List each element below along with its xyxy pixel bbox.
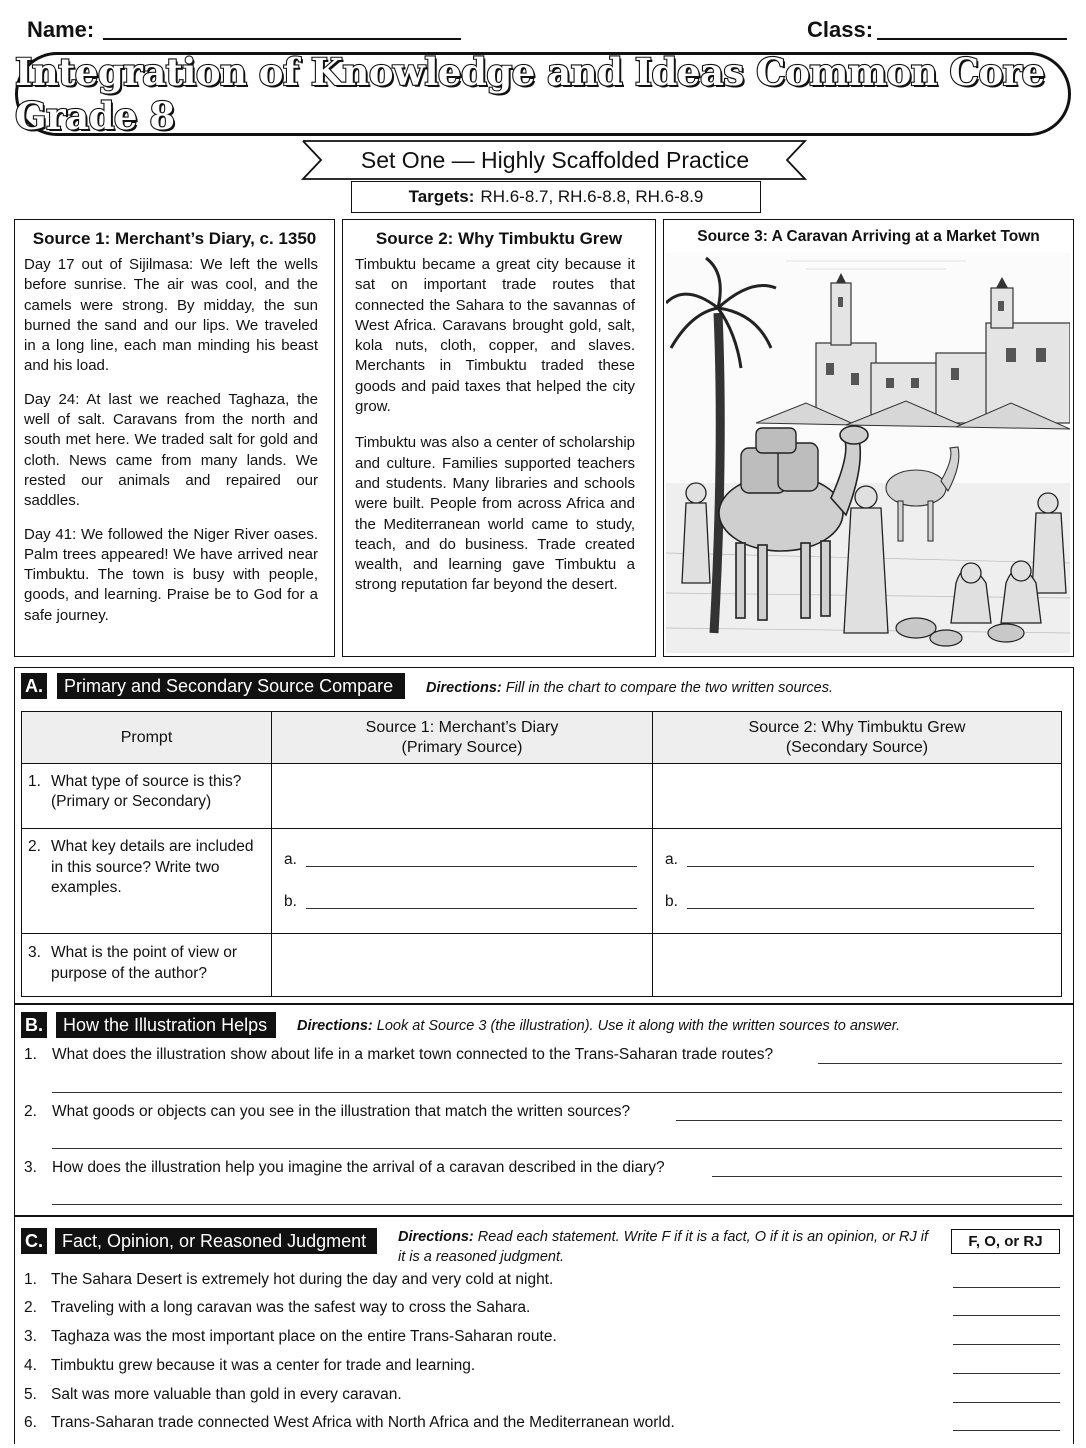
answer-cell [272,829,653,934]
source3-box [663,219,1074,657]
question-number: 1. [24,1046,37,1063]
answer-cell[interactable] [272,934,653,997]
col-header-prompt: Prompt [22,712,272,764]
row-number: 1. [28,773,41,790]
answer-line[interactable] [953,1315,1060,1316]
answer-cell [653,829,1062,934]
question-text: How does the illustration help you imagine the arrival of a caravan described in the diary? [52,1159,665,1176]
statement-number: 3. [24,1328,37,1345]
row-prompt: What key details are included in this source? Write two examples. [51,838,254,896]
statement-number: 6. [24,1414,37,1431]
answer-line[interactable] [953,1373,1060,1374]
source1-paragraph: Day 41: We followed the Niger River oases. Palm trees appeared! We have arrived near Timbuktu. The town is busy with people, goods, and learning. Praise be to God for a safe journey. [24,525,318,624]
answer-line[interactable] [953,1402,1060,1403]
source2-paragraph: Timbuktu was also a center of scholarship and culture. Families supported teachers and students. Many libraries and schools were built. People from across Africa and the Mediterranean world came to study, teach, and do business. Trade created wealth, and learning gave Timbuktu a strong reputation far beyond the desert. [355,434,635,594]
col1-line1: Source 1: Merchant’s Diary [365,718,559,736]
row-number: 3. [28,944,41,961]
statement-text: Timbuktu grew because it was a center for trade and learning. [51,1357,476,1374]
answer-b-label: b. [665,893,678,910]
source2-box [342,219,656,657]
statement-text: Taghaza was the most important place on the entire Trans-Saharan route. [51,1328,557,1345]
answer-a-label: a. [284,851,297,868]
section-a-letter: A. [21,673,47,699]
source2-title: Source 2: Why Timbuktu Grew [375,229,623,248]
question-text: What goods or objects can you see in the illustration that match the written sources? [52,1103,631,1120]
answer-line[interactable] [953,1344,1060,1345]
answer-cell[interactable] [653,764,1062,829]
table-row [22,829,1062,934]
directions-label: Directions: [398,1229,474,1245]
answer-line[interactable] [712,1176,1062,1177]
source2-paragraph: Timbuktu became a great city because it sat on important trade routes that connected the Sahara to the savannas of West Africa. Caravans brought gold, salt, kola nuts, cloth, copper, and slaves. Merchants in Timbuktu traded these goods and paid taxes that helped the city grow. [355,256,635,416]
statement-text: Traveling with a long caravan was the safest way to cross the Sahara. [51,1299,531,1316]
directions-text: Fill in the chart to compare the two written sources. [505,680,833,696]
page-title: Integration of Knowledge and Ideas Common Core Grade 8 [15,50,1045,138]
section-c-directions [398,1227,928,1267]
answer-line[interactable] [676,1120,1062,1121]
answer-cell[interactable] [653,934,1062,997]
answer-column-header: F, O, or RJ [951,1229,1060,1254]
answer-cell[interactable] [272,764,653,829]
section-c-title: Fact, Opinion, or Reasoned Judgment [55,1228,377,1254]
compare-table [21,711,1062,997]
caravan-illustration [666,253,1070,653]
targets-value: RH.6-8.7, RH.6-8.8, RH.6-8.9 [480,187,704,206]
answer-a-line[interactable] [687,866,1034,867]
source1-title: Source 1: Merchant’s Diary, c. 1350 [32,229,317,248]
row-number: 2. [28,838,41,855]
table-row [22,764,1062,829]
name-field[interactable] [103,38,461,40]
directions-text: Look at Source 3 (the illustration). Use it along with the written sources to answer. [376,1018,901,1034]
answer-b-label: b. [284,893,297,910]
answer-line[interactable] [818,1063,1062,1064]
row-prompt: What type of source is this? (Primary or Secondary) [51,773,242,810]
source1-paragraph: Day 17 out of Sijilmasa: We left the wells before sunrise. The air was cool, and the camels were strong. By midday, the sun burned the sand and our lips. We traveled in a long line, each man minding his beast and his load. [24,256,318,375]
section-b-title: How the Illustration Helps [56,1012,276,1038]
statement-text: Trans-Saharan trade connected West Africa with North Africa and the Mediterranean world. [51,1414,675,1431]
col2-line2: (Secondary Source) [785,738,929,756]
answer-line[interactable] [953,1430,1060,1431]
statement-number: 4. [24,1357,37,1374]
directions-text: Read each statement. Write F if it is a fact, O if it is an opinion, or RJ if it is a reasoned judgment. [398,1229,928,1265]
question-number: 2. [24,1103,37,1120]
section-b-letter: B. [21,1012,47,1038]
statement-text: The Sahara Desert is extremely hot during the day and very cold at night. [51,1271,554,1288]
col1-line2: (Primary Source) [401,738,523,756]
statement-number: 1. [24,1271,37,1288]
section-c-letter: C. [21,1228,47,1254]
col2-line1: Source 2: Why Timbuktu Grew [748,718,966,736]
targets-box [351,181,761,213]
targets-label: Targets: [408,187,475,206]
directions-label: Directions: [297,1018,373,1034]
col-header-source2 [653,712,1062,764]
statement-text: Salt was more valuable than gold in every caravan. [51,1386,402,1403]
name-label: Name: [27,17,95,42]
row-prompt: What is the point of view or purpose of the author? [51,944,238,982]
col-header-source1 [272,712,653,764]
set-subtitle: Set One — Highly Scaffolded Practice [360,146,750,173]
source3-title: Source 3: A Caravan Arriving at a Market Town [697,228,1040,245]
question-text: What does the illustration show about life in a market town connected to the Trans-Saharan trade routes? [52,1046,774,1063]
statement-number: 5. [24,1386,37,1403]
source1-box [14,219,335,657]
answer-line[interactable] [953,1287,1060,1288]
answer-a-label: a. [665,851,678,868]
source1-paragraph: Day 24: At last we reached Taghaza, the well of salt. Caravans from the north and south met here. We traded salt for gold and cloth. News came from many lands. We rested our animals and repaired our saddles. [24,390,318,510]
answer-a-line[interactable] [306,866,637,867]
section-a-title: Primary and Secondary Source Compare [57,673,405,699]
answer-line[interactable] [52,1204,1062,1205]
question-number: 3. [24,1159,37,1176]
table-row [22,934,1062,997]
class-label: Class: [807,17,874,42]
answer-line[interactable] [52,1148,1062,1149]
section-a-directions [426,680,833,696]
statement-number: 2. [24,1299,37,1316]
section-b-directions [297,1018,900,1034]
answer-b-line[interactable] [687,908,1034,909]
answer-line[interactable] [52,1092,1062,1093]
answer-b-line[interactable] [306,908,637,909]
directions-label: Directions: [426,680,502,696]
class-field[interactable] [877,38,1067,40]
